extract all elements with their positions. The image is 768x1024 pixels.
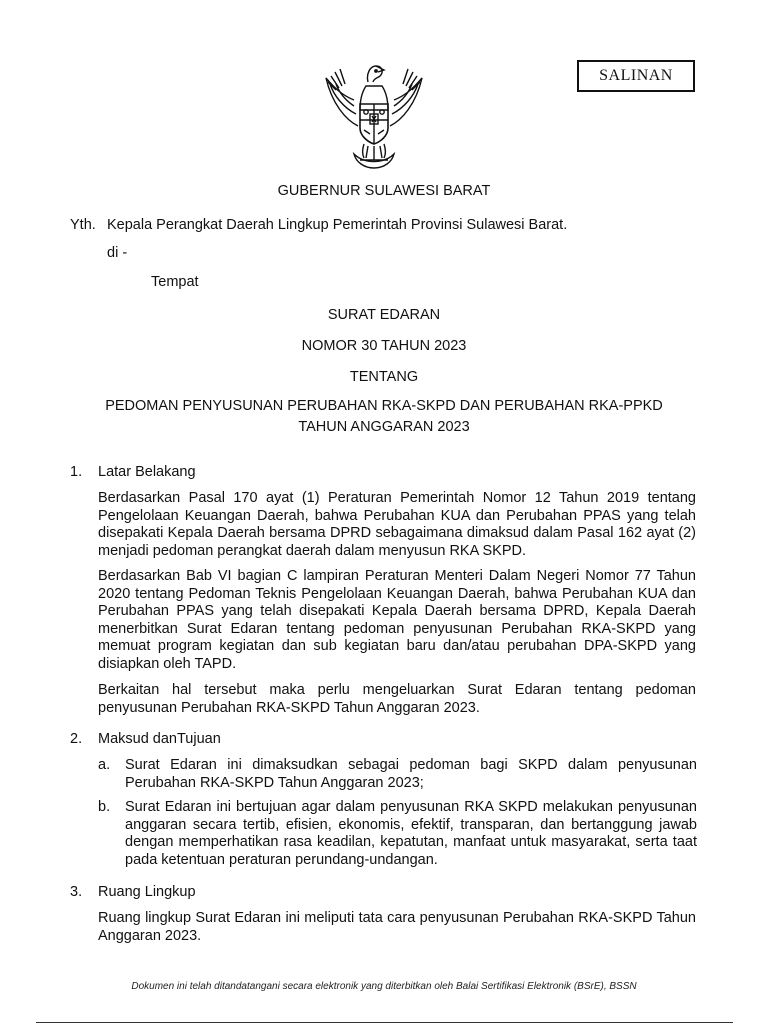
section-title: Ruang Lingkup bbox=[98, 884, 196, 900]
addressee-di: di - bbox=[107, 245, 128, 261]
list-item-text: Surat Edaran ini bertujuan agar dalam penyusunan RKA SKPD melakukan penyusunan anggaran secara tertib, efisien, ekonomis, efektif, transparan, dan bertanggung jawab dengan memperhatikan rasa keadilan, kepatutan, manfaat untuk masyarakat, serta taat pada ketentuan peraturan perundang-undangan. bbox=[125, 799, 697, 868]
addressee-recipient: Kepala Perangkat Daerah Lingkup Pemerintah Provinsi Sulawesi Barat. bbox=[107, 217, 568, 233]
addressee-prefix: Yth. bbox=[70, 217, 96, 233]
e-signature-footer: Dokumen ini telah ditandatangani secara elektronik yang diterbitkan oleh Balai Sertifikasi Elektronik (BSrE), BSSN bbox=[131, 981, 637, 992]
section-paragraph: Ruang lingkup Surat Edaran ini meliputi tata cara penyusunan Perubahan RKA-SKPD Tahun Anggaran 2023. bbox=[98, 910, 696, 944]
list-item-label: a. bbox=[98, 757, 111, 773]
document-about: TENTANG bbox=[349, 369, 419, 385]
section-number: 3. bbox=[70, 884, 83, 900]
section-title: Latar Belakang bbox=[98, 464, 196, 480]
document-number: NOMOR 30 TAHUN 2023 bbox=[301, 338, 467, 354]
document-subject-line2: TAHUN ANGGARAN 2023 bbox=[298, 419, 470, 435]
document-type: SURAT EDARAN bbox=[327, 307, 441, 323]
footer-divider bbox=[36, 1022, 733, 1023]
garuda-emblem-icon bbox=[318, 56, 430, 170]
document-subject-line1: PEDOMAN PENYUSUNAN PERUBAHAN RKA-SKPD DAN PERUBAHAN RKA-PPKD bbox=[105, 398, 663, 414]
section-paragraph: Berdasarkan Pasal 170 ayat (1) Peraturan Pemerintah Nomor 12 Tahun 2019 tentang Pengelolaan Keuangan Daerah, bahwa Perubahan KUA dan Perubahan PPAS yang telah disepakati Kepala Daerah bersama DPRD sebagaimana dimaksud dalam Pasal 162 ayat (2) menjadi pedoman perangkat daerah dalam menyusun RKA SKPD. bbox=[98, 490, 696, 559]
section-paragraph: Berdasarkan Bab VI bagian C lampiran Peraturan Menteri Dalam Negeri Nomor 77 Tahun 2020 tentang Pedoman Teknis Pengelolaan Keuangan Daerah, bahwa Perubahan KUA dan Perubahan PPAS yang telah disepakati Kepala Daerah bersama DPRD, Kepala Daerah menerbitkan Surat Edaran tentang pedoman penyusunan Perubahan RKA-SKPD yang memuat program kegiatan dan sub kegiatan baru dan/atau perubahan DPA-SKPD yang disiapkan oleh TAPD. bbox=[98, 568, 696, 672]
section-number: 2. bbox=[70, 731, 83, 747]
section-title: Maksud danTujuan bbox=[98, 731, 221, 747]
list-item-label: b. bbox=[98, 799, 111, 815]
section-paragraph: Berkaitan hal tersebut maka perlu mengeluarkan Surat Edaran tentang pedoman penyusunan Perubahan RKA-SKPD Tahun Anggaran 2023. bbox=[98, 682, 696, 716]
section-number: 1. bbox=[70, 464, 83, 480]
salinan-stamp: SALINAN bbox=[577, 60, 695, 92]
list-item-text: Surat Edaran ini dimaksudkan sebagai pedoman bagi SKPD dalam penyusunan Perubahan RKA-SKPD Tahun Anggaran 2023; bbox=[125, 757, 697, 791]
addressee-place: Tempat bbox=[151, 274, 199, 290]
issuer-title: GUBERNUR SULAWESI BARAT bbox=[277, 183, 491, 199]
